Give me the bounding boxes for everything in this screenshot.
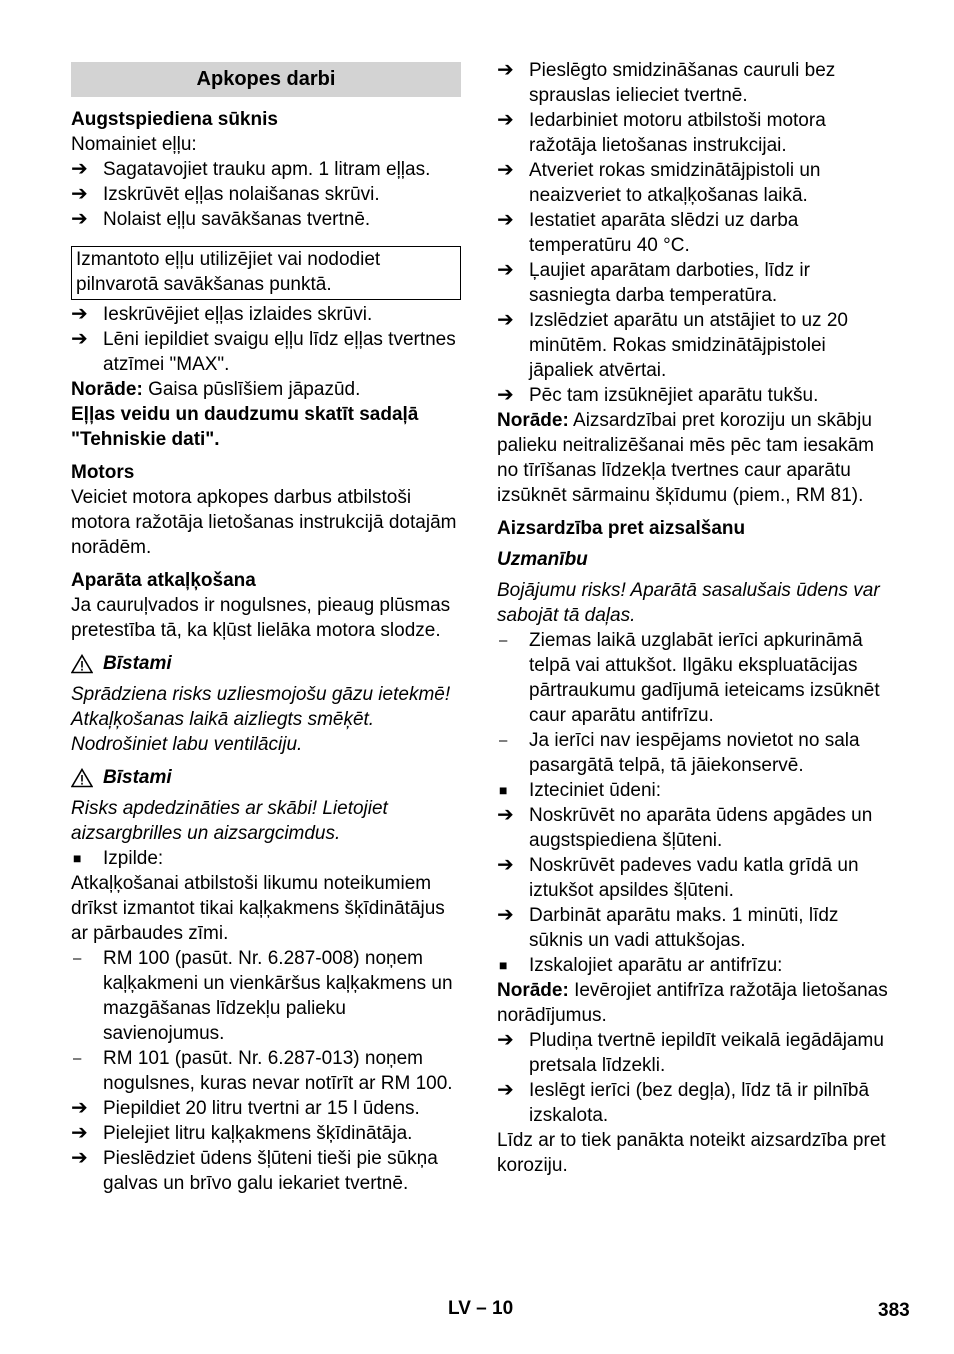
list-item: ➔ Ieskrūvējiet eļļas izlaides skrūvi. (71, 303, 373, 325)
arrow-right-icon: ➔ (497, 259, 514, 281)
warning-text: Sprādziena risks uzliesmojošu gāzu ietekmē! Atkaļķošanas laikā aizliegts smēķēt. Nodrošiniet labu ventilāciju. (71, 684, 451, 755)
list-item: ➔ Pielejiet litru kaļķakmens šķīdinātāja. (71, 1122, 413, 1144)
arrow-right-icon: ➔ (71, 183, 88, 205)
dash-bullet-icon: – (73, 950, 82, 967)
list-item: ➔ Noskrūvēt no aparāta ūdens apgādes un augstspiediena šļūteni. (497, 804, 873, 851)
left-column (71, 62, 461, 1196)
list-item: ■ Izteciniet ūdeni: (499, 780, 662, 801)
bullet-square-icon: ■ (73, 850, 82, 866)
list-item: ➔ Pludiņa tvertnē iepildīt veikalā iegādājamu pretsala līdzekli. (497, 1029, 884, 1076)
list-item: ➔ Ieslēgt ierīci (bez degļa), līdz tā ir pilnībā izskalota. (497, 1079, 870, 1126)
descaling-text: Ja cauruļvados ir nogulsnes, pieaug plūsmas pretestība tā, ka kļūst lielāka motora slodze. (71, 595, 451, 641)
execution-text: Atkaļķošanai atbilstoši likumu noteikumiem drīkst izmantot tikai kaļķakmens šķīdinātājus ar pārbaudes zīmi. (71, 873, 445, 944)
warning-title: Bīstami (71, 651, 461, 676)
list-item: ➔ Iestatiet aparāta slēdzi uz darba temperatūru 40 °C. (497, 209, 799, 256)
pump-intro: Nomainiet eļļu: (71, 134, 197, 155)
list-item: ■ Izpilde: (73, 848, 164, 869)
arrow-right-icon: ➔ (71, 303, 88, 325)
arrow-right-icon: ➔ (497, 209, 514, 231)
disposal-note-box: Izmantoto eļļu utilizējiet vai nododiet pilnvarotā savākšanas punktā. (71, 246, 461, 300)
dash-bullet-icon: – (499, 732, 508, 749)
arrow-right-icon: ➔ (497, 904, 514, 926)
arrow-right-icon: ➔ (71, 158, 88, 180)
pump-heading: Augstspiediena sūknis (71, 109, 278, 130)
pump-note: Norāde: Gaisa pūslīšiem jāpazūd. (71, 379, 361, 400)
bullet-square-icon: ■ (499, 782, 508, 798)
footer-page-number: 383 (878, 1300, 910, 1321)
list-item: ➔ Pēc tam izsūknējiet aparātu tukšu. (497, 384, 819, 406)
arrow-right-icon: ➔ (497, 854, 514, 876)
closing-text: Līdz ar to tiek panākta noteikt aizsardzība pret koroziju. (497, 1130, 886, 1176)
section-title: Apkopes darbi (71, 62, 461, 97)
caution-text: Bojājumu risks! Aparātā sasalušais ūdens var sabojāt tā daļas. (497, 580, 880, 626)
list-item: ➔ Atveriet rokas smidzinātājpistoli un neaizveriet to atkaļķošanas laikā. (497, 159, 821, 206)
arrow-right-icon: ➔ (497, 109, 514, 131)
bullet-square-icon: ■ (499, 957, 508, 973)
list-item: – Ja ierīci nav iespējams novietot no sala pasargātā telpā, tā jāiekonservē. (499, 730, 860, 776)
motor-text: Veiciet motora apkopes darbus atbilstoši motora ražotāja lietošanas instrukcijā dotajām norādēm. (71, 487, 457, 558)
footer-language-page (448, 1296, 513, 1321)
arrow-right-icon: ➔ (71, 1097, 88, 1119)
warning-title: Bīstami (71, 765, 461, 790)
list-item: ➔ Piepildiet 20 litru tvertni ar 15 l ūdens. (71, 1097, 420, 1119)
footer-language: LV (448, 1298, 471, 1319)
list-item: ■ Izskalojiet aparātu ar antifrīzu: (499, 955, 783, 976)
warning-triangle-icon (71, 768, 93, 788)
list-item: ➔ Iedarbiniet motoru atbilstoši motora ražotāja lietošanas instrukcijai. (497, 109, 826, 156)
warning-triangle-icon (71, 654, 93, 674)
oil-reference: Eļļas veidu un daudzumu skatīt sadaļā "Tehniskie dati". (71, 404, 419, 450)
caution-title: Uzmanību (497, 549, 588, 570)
dash-bullet-icon: – (73, 1050, 82, 1067)
descaling-heading: Aparāta atkaļķošana (71, 570, 256, 591)
list-item: ➔ Pieslēgto smidzināšanas cauruli bez sprauslas ielieciet tvertnē. (497, 59, 836, 106)
list-item: ➔ Izslēdziet aparātu un atstājiet to uz 20 minūtēm. Rokas smidzinātājpistolei jāpaliek atvērtai. (497, 309, 848, 381)
dash-bullet-icon: – (499, 632, 508, 649)
arrow-right-icon: ➔ (497, 159, 514, 181)
motor-heading: Motors (71, 462, 135, 483)
arrow-right-icon: ➔ (497, 59, 514, 81)
list-item: ➔ Noskrūvēt padeves vadu katla grīdā un iztukšot apsildes šļūteni. (497, 854, 859, 901)
arrow-right-icon: ➔ (71, 328, 88, 350)
list-item: – Ziemas laikā uzglabāt ierīci apkurināmā telpā vai attukšot. Ilgāku ekspluatācijas pārtraukumu gadījumā ieteicams izsūknēt caur aparātu antifrīzu. (499, 630, 880, 726)
list-item: – RM 101 (pasūt. Nr. 6.287-013) noņem nogulsnes, kuras nevar notīrīt ar RM 100. (73, 1048, 453, 1094)
frost-heading: Aizsardzība pret aizsalšanu (497, 518, 746, 539)
arrow-right-icon: ➔ (71, 1122, 88, 1144)
arrow-right-icon: ➔ (497, 309, 514, 331)
antifreeze-note: Norāde: Ievērojiet antifrīza ražotāja lietošanas norādījumus. (497, 980, 888, 1026)
corrosion-note: Norāde: Aizsardzībai pret koroziju un skābju palieku neitralizēšanai mēs pēc tam iesakām no tīrīšanas līdzekļa tvertnes caur aparātu izsūknēt sārmainu šķīdumu (piem., RM 81). (497, 410, 875, 506)
list-item: – RM 100 (pasūt. Nr. 6.287-008) noņem kaļķakmeni un vienkāršus kaļķakmens un mazgāšanas līdzekļu palieku savienojumus. (73, 948, 453, 1044)
list-item: ➔ Sagatavojiet trauku apm. 1 litram eļļas. (71, 158, 431, 180)
list-item: ➔ Izskrūvēt eļļas nolaišanas skrūvi. (71, 183, 380, 205)
footer-local-page: – 10 (476, 1298, 514, 1319)
list-item: ➔ Nolaist eļļu savākšanas tvertnē. (71, 208, 371, 230)
list-item: ➔ Darbināt aparātu maks. 1 minūti, līdz sūknis un vadi attukšojas. (497, 904, 839, 951)
list-item: ➔ Pieslēdziet ūdens šļūteni tieši pie sūkņa galvas un brīvo galu iekariet tvertnē. (71, 1147, 438, 1194)
arrow-right-icon: ➔ (71, 1147, 88, 1169)
list-item: ➔ Lēni iepildiet svaigu eļļu līdz eļļas tvertnes atzīmei "MAX". (71, 328, 456, 375)
arrow-right-icon: ➔ (497, 384, 514, 406)
arrow-right-icon: ➔ (497, 804, 514, 826)
warning-text: Risks apdedzināties ar skābi! Lietojiet aizsargbrilles un aizsargcimdus. (71, 798, 388, 844)
right-column (497, 58, 889, 1178)
arrow-right-icon: ➔ (497, 1029, 514, 1051)
arrow-right-icon: ➔ (71, 208, 88, 230)
arrow-right-icon: ➔ (497, 1079, 514, 1101)
list-item: ➔ Ļaujiet aparātam darboties, līdz ir sasniegta darba temperatūra. (497, 259, 810, 306)
